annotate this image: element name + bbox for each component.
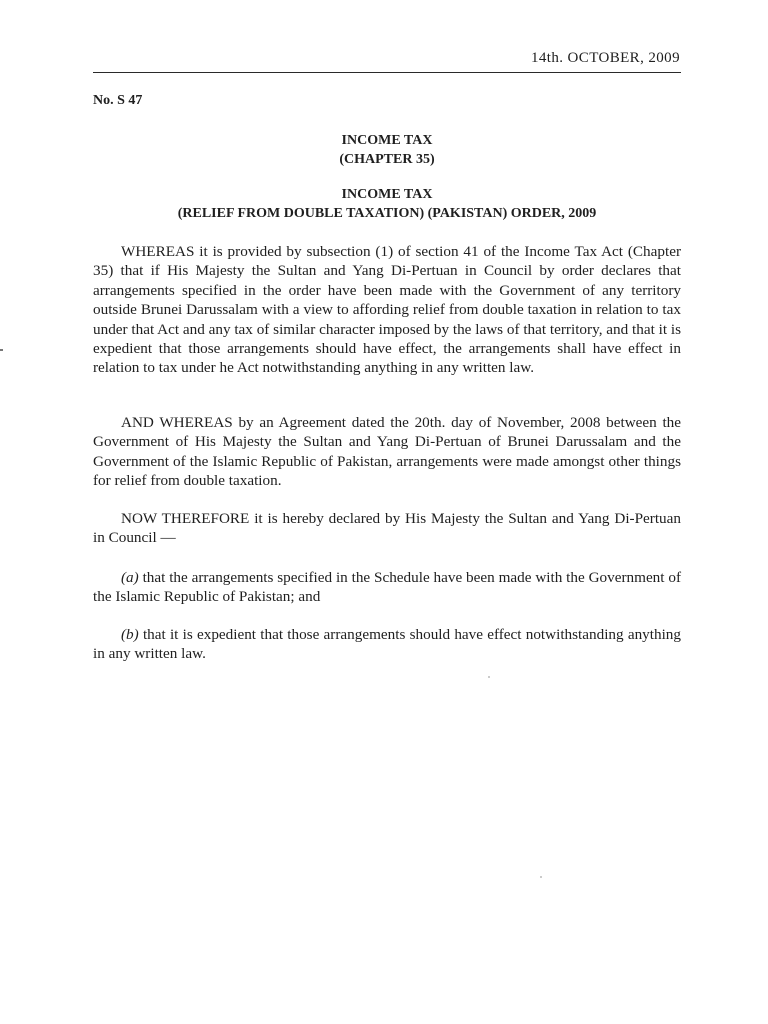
scan-speck — [488, 676, 490, 678]
scan-edge-mark — [0, 349, 3, 351]
header-rule — [93, 72, 681, 73]
order-title: INCOME TAX — [341, 187, 433, 202]
act-heading — [93, 131, 681, 169]
clause-b-text: that it is expedient that those arrangements should have effect notwithstanding anything in any written law. — [93, 626, 681, 663]
act-chapter: (CHAPTER 35) — [339, 152, 435, 167]
clause-a — [93, 568, 681, 607]
clause-a-label: (a) — [121, 569, 139, 586]
whereas-paragraph: WHEREAS it is provided by subsection (1) of section 41 of the Income Tax Act (Chapter 35) that if His Majesty the Sultan and Yang Di-Pertuan in Council by order declares that arrangements specified in the order have been made with the Government of any territory outside Brunei Darussalam with a view to affording relief from double taxation in relation to tax under that Act and any tax of similar character imposed by the laws of that territory, and that it is expedient that those arrangements should have effect, the arrangements shall have effect in relation to tax under he Act notwithstanding anything in any written law. — [93, 243, 681, 377]
now-therefore-paragraph: NOW THEREFORE it is hereby declared by His Majesty the Sultan and Yang Di-Pertuan in Council — — [93, 510, 681, 547]
order-subtitle: (RELIEF FROM DOUBLE TAXATION) (PAKISTAN) ORDER, 2009 — [177, 206, 597, 221]
order-heading — [93, 185, 681, 223]
and-whereas-paragraph: AND WHEREAS by an Agreement dated the 20th. day of November, 2008 between the Government of His Majesty the Sultan and Yang Di-Pertuan of Brunei Darussalam and the Government of the Islamic Republic of Pakistan, arrangements were made amongst other things for relief from double taxation. — [93, 414, 681, 490]
gazette-date: 14th. OCTOBER, 2009 — [530, 50, 680, 66]
scan-speck — [540, 876, 542, 878]
clause-b-label: (b) — [121, 626, 139, 643]
clause-b — [93, 625, 681, 664]
act-title: INCOME TAX — [341, 133, 433, 148]
clause-a-text: that the arrangements specified in the Schedule have been made with the Government of the Islamic Republic of Pakistan; and — [93, 569, 681, 606]
notice-number: No. S 47 — [93, 93, 143, 108]
